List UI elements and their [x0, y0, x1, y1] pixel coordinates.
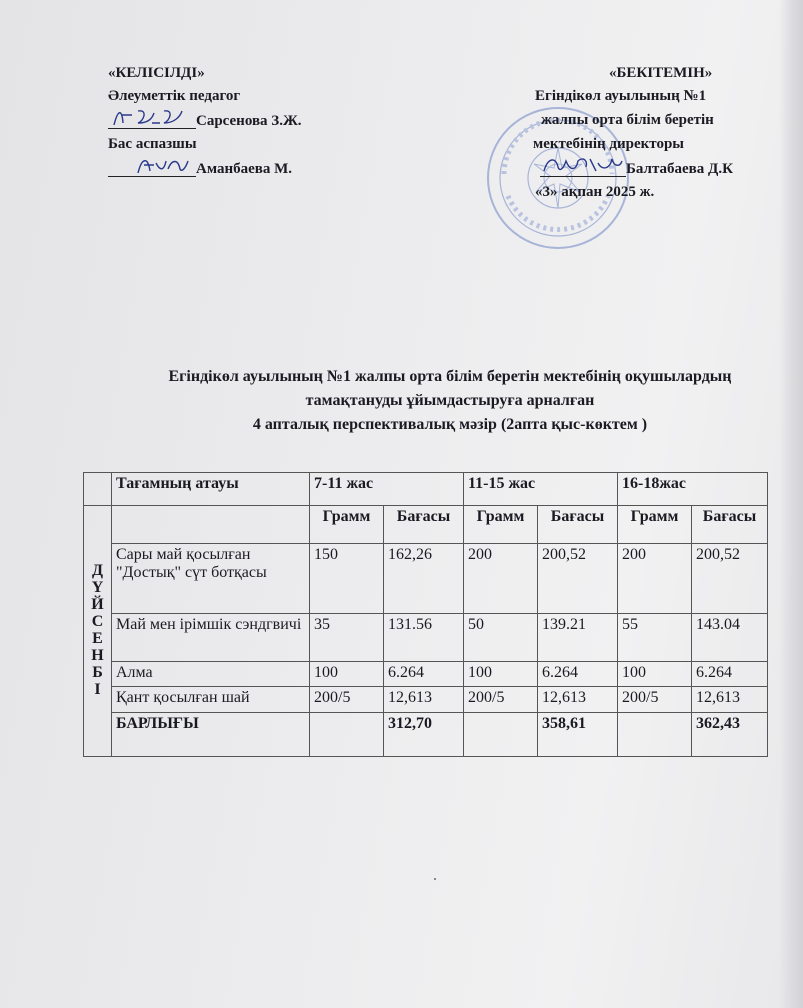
- price-value: 139.21: [538, 614, 618, 662]
- price-header-2: Бағасы: [538, 506, 618, 544]
- day-letter: Е: [92, 630, 103, 647]
- table-row: [84, 687, 768, 713]
- total-blank: [464, 713, 538, 757]
- gram-value: 200/5: [310, 687, 384, 713]
- price-value: 131.56: [384, 614, 464, 662]
- gram-header-2: Грамм: [464, 506, 538, 544]
- signature-mark-2: [108, 153, 196, 177]
- gram-value: 50: [464, 614, 538, 662]
- gram-value: 200: [464, 544, 538, 614]
- gram-value: 200/5: [464, 687, 538, 713]
- gram-value: 150: [310, 544, 384, 614]
- signature-row-1: [108, 113, 302, 129]
- table-row: [84, 544, 768, 614]
- head-cook-role: Бас аспазшы: [108, 136, 197, 152]
- day-letter: Д: [91, 562, 103, 580]
- price-value: 143.04: [692, 614, 768, 662]
- menu-table: [83, 472, 768, 757]
- day-letter: Б: [92, 663, 103, 681]
- corner-cell: [84, 473, 112, 506]
- signature-mark-1: [108, 105, 196, 129]
- table-row: [84, 614, 768, 662]
- total-value-2: 358,61: [538, 713, 618, 757]
- price-header-3: Бағасы: [692, 506, 768, 544]
- social-pedagogue-role: Әлеуметтік педагог: [108, 88, 241, 104]
- signature-row-3: [540, 161, 733, 177]
- dish-name: Май мен ірімшік сэндгвичі: [112, 614, 310, 662]
- gram-value: 35: [310, 614, 384, 662]
- dish-name: Қант қосылған шай: [112, 687, 310, 713]
- age-7-11-header: 7-11 жас: [310, 473, 464, 506]
- price-value: 6.264: [384, 662, 464, 687]
- day-label-vertical: [84, 506, 112, 757]
- gram-header-3: Грамм: [618, 506, 692, 544]
- page-edge-shadow: [779, 0, 803, 1008]
- header-row-units: [84, 506, 768, 544]
- dish-name-header: Тағамның атауы: [112, 473, 310, 506]
- gram-value: 200/5: [618, 687, 692, 713]
- paper-speck: [434, 878, 436, 880]
- signature-mark-3: [540, 153, 626, 177]
- table-row: [84, 662, 768, 687]
- day-letter: І: [94, 680, 101, 698]
- day-letter: С: [91, 613, 104, 631]
- gram-value: 55: [618, 614, 692, 662]
- social-pedagogue-name: Сарсенова З.Ж.: [196, 113, 302, 129]
- price-header-1: Бағасы: [384, 506, 464, 544]
- agreed-label: «КЕЛІСІЛДІ»: [108, 65, 205, 81]
- age-16-18-header: 16-18жас: [618, 473, 768, 506]
- dish-name: Алма: [112, 662, 310, 687]
- total-value-1: 312,70: [384, 713, 464, 757]
- age-11-15-header: 11-15 жас: [464, 473, 618, 506]
- day-letter: Ү: [91, 579, 104, 597]
- director-name: Балтабаева Д.К: [626, 161, 733, 177]
- approver-line-1: Егіндікөл ауылының №1: [535, 88, 707, 104]
- total-value-3: 362,43: [692, 713, 768, 757]
- head-cook-name: Аманбаева М.: [196, 161, 293, 177]
- signature-line-2: [108, 161, 196, 177]
- gram-header-1: Грамм: [310, 506, 384, 544]
- document-title-line-1: Егіндікөл ауылының №1 жалпы орта білім беретін мектебінің оқушылардың: [168, 368, 732, 385]
- gram-value: 100: [464, 662, 538, 687]
- gram-value: 100: [618, 662, 692, 687]
- approver-line-2: жалпы орта білім беретін: [541, 112, 714, 128]
- signature-line-1: [108, 113, 196, 129]
- signature-row-2: [108, 161, 292, 177]
- price-value: 12,613: [384, 687, 464, 713]
- total-row: [84, 713, 768, 757]
- price-value: 12,613: [538, 687, 618, 713]
- gram-value: 200: [618, 544, 692, 614]
- price-value: 200,52: [538, 544, 618, 614]
- header-row-ages: [84, 473, 768, 506]
- signature-line-3: [540, 161, 626, 177]
- total-blank: [618, 713, 692, 757]
- total-blank: [310, 713, 384, 757]
- document-title-line-3: 4 апталық перспективалық мәзір (2апта қыс-көктем ): [252, 416, 648, 433]
- dish-name: Сары май қосылған "Достық" сүт ботқасы: [112, 544, 310, 614]
- price-value: 6.264: [692, 662, 768, 687]
- total-label: БАРЛЫҒЫ: [112, 713, 310, 757]
- document-title-line-2: тамақтануды ұйымдастыруға арналған: [305, 392, 595, 409]
- gram-value: 100: [310, 662, 384, 687]
- price-value: 6.264: [538, 662, 618, 687]
- approval-date: «3» ақпан 2025 ж.: [535, 184, 655, 200]
- price-value: 162,26: [384, 544, 464, 614]
- approved-label: «БЕКІТЕМІН»: [609, 65, 713, 81]
- approver-line-3: мектебінің директоры: [533, 136, 685, 152]
- day-letter: Н: [91, 646, 104, 664]
- day-letter: Й: [91, 596, 104, 614]
- blank-unit-cell: [112, 506, 310, 544]
- price-value: 12,613: [692, 687, 768, 713]
- price-value: 200,52: [692, 544, 768, 614]
